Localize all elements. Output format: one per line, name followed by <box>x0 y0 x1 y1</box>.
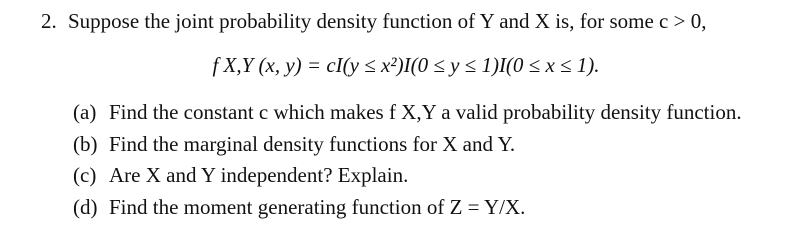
question-parts <box>73 97 742 223</box>
question-part-a <box>73 97 742 129</box>
equation-text: f X,Y (x, y) = cI(y ≤ x²)I(0 ≤ y ≤ 1)I(0 ≤ x ≤ 1). <box>212 53 600 77</box>
question-part-b <box>73 129 742 161</box>
part-text: Are X and Y independent? Explain. <box>109 163 409 187</box>
question-part-c <box>73 160 742 192</box>
part-text: Find the constant c which makes f X,Y a valid probability density function. <box>109 100 742 124</box>
part-letter: (d) <box>73 194 98 219</box>
part-text: Find the marginal density functions for X and Y. <box>109 131 516 156</box>
joint-density-equation <box>0 51 800 79</box>
part-letter: (b) <box>73 131 98 156</box>
part-letter: (c) <box>73 163 97 187</box>
question-part-d <box>73 192 742 224</box>
part-letter: (a) <box>73 100 97 124</box>
problem-statement-line <box>41 8 706 34</box>
problem-number: 2. <box>41 9 57 33</box>
problem-statement: Suppose the joint probability density function of Y and X is, for some c > 0, <box>68 9 707 33</box>
part-text: Find the moment generating function of Z = Y/X. <box>109 194 526 219</box>
